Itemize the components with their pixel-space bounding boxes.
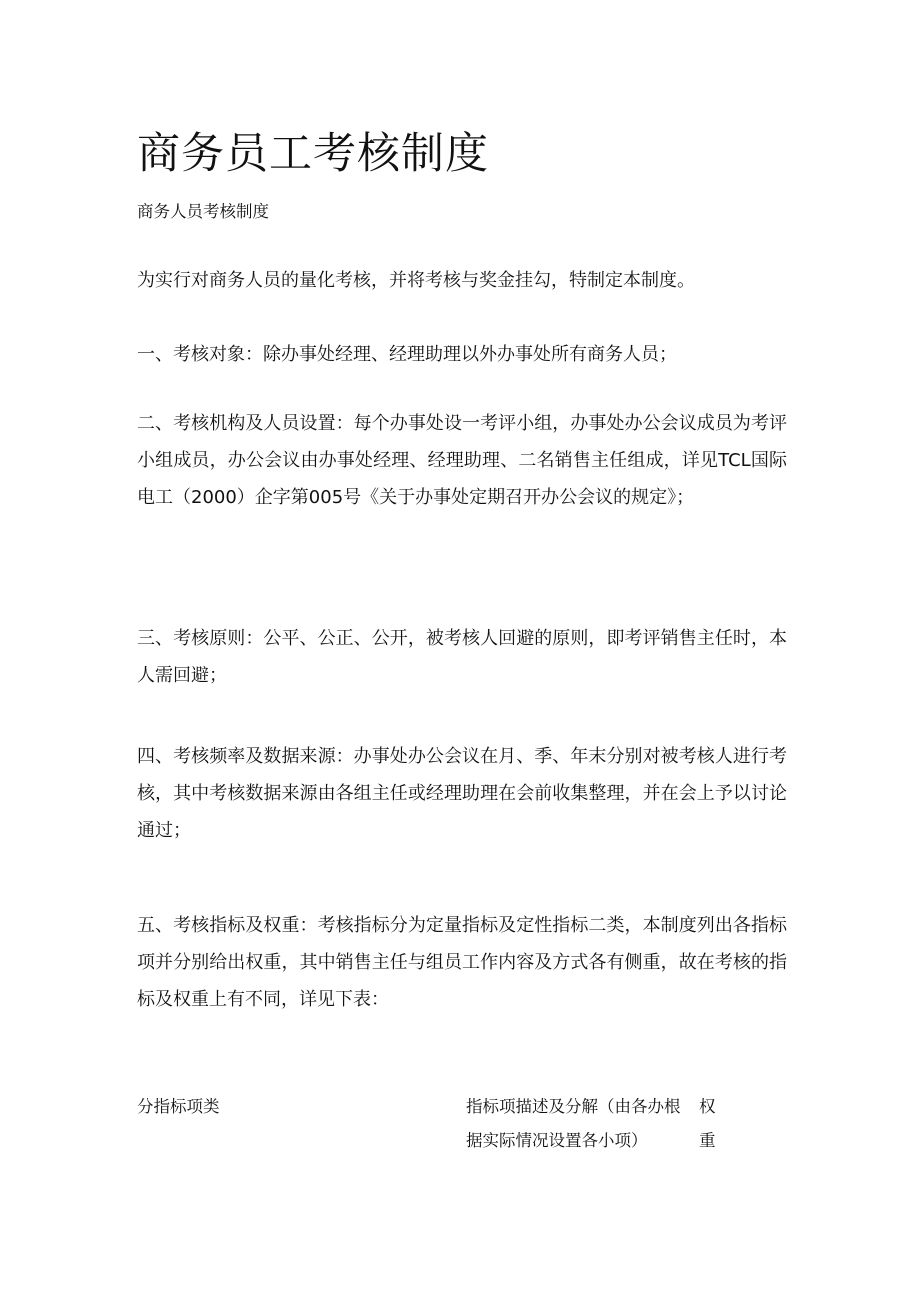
intro-paragraph: 为实行对商务人员的量化考核，并将考核与奖金挂勾，特制定本制度。: [137, 270, 695, 291]
document-title: 商务员工考核制度: [137, 129, 489, 179]
table-header-weight: 权重: [699, 1097, 716, 1150]
section-3-paragraph: 三、考核原则：公平、公正、公开，被考核人回避的原则，即考评销售主任时，本人需回避；: [137, 628, 787, 686]
table-header-description: 指标项描述及分解（由各办根据实际情况设置各小项）: [466, 1097, 681, 1150]
section-2-paragraph: 二、考核机构及人员设置：每个办事处设一考评小组，办事处办公会议成员为考评小组成员，办公会议由办事处经理、经理助理、二名销售主任组成，详见TCL国际电工（2000）企字第005号《关于办事处定期召开办公会议的规定》；: [137, 413, 787, 508]
section-1-paragraph: 一、考核对象：除办事处经理、经理助理以外办事处所有商务人员；: [137, 344, 677, 365]
section-4-paragraph: 四、考核频率及数据来源：办事处办公会议在月、季、年末分别对被考核人进行考核，其中考核数据来源由各组主任或经理助理在会前收集整理，并在会上予以讨论通过；: [137, 746, 787, 841]
section-5-paragraph: 五、考核指标及权重：考核指标分为定量指标及定性指标二类，本制度列出各指标项并分别给出权重，其中销售主任与组员工作内容及方式各有侧重，故在考核的指标及权重上有不同，详见下表：: [137, 915, 787, 1010]
document-subtitle: 商务人员考核制度: [137, 202, 269, 221]
table-header-category: 分指标项类: [137, 1097, 220, 1116]
table-header-row: [137, 1090, 787, 1190]
